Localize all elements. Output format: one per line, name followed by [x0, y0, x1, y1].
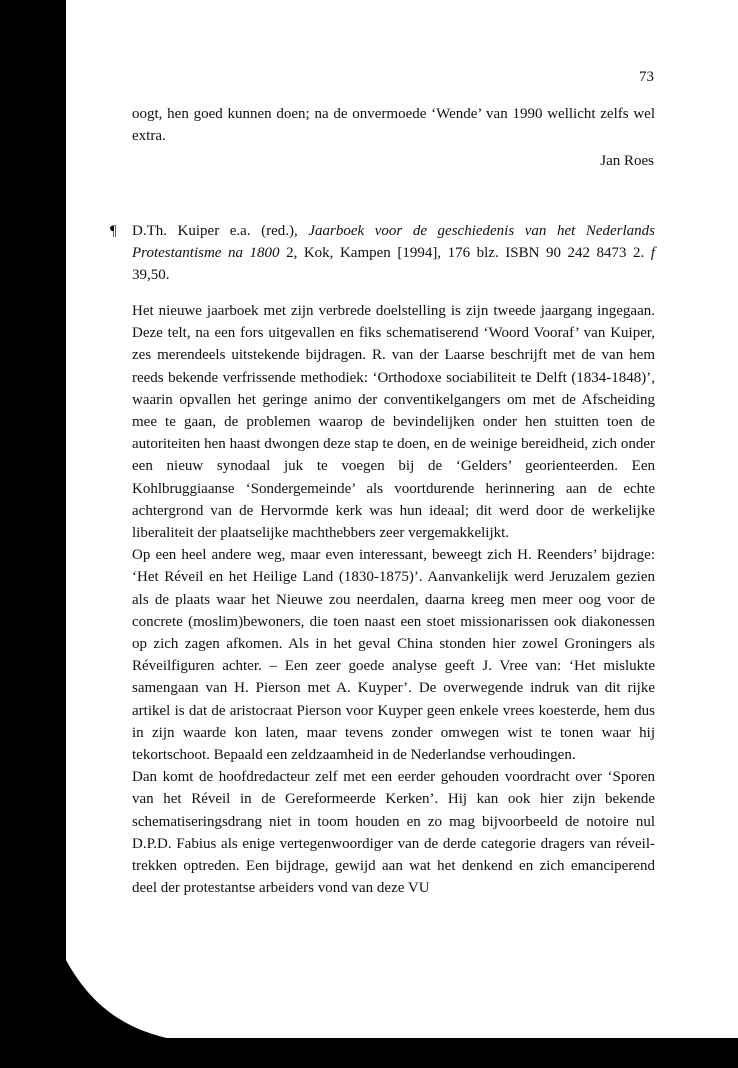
scan-edge-left: [0, 0, 66, 1068]
review-bibliographic-entry: [110, 220, 656, 287]
review-paragraph: Op een heel andere weg, maar even interessant, beweegt zich H. Reenders’ bijdrage: ‘Het Réveil en het Heilige Land (1830-1875)’. Aanvankelijk werd Jeruzalem gezien als de plaats waar het Nieuwe zou neerdalen, daarna kreeg men meer oog voor de concrete (moslim)bewoners, die toen naast een stoet missionarissen ook diakonessen op zich zagen afkomen. Als in het geval China stonden hier zowel Groningers als Réveilfiguren achter. – Een zeer goede analyse geeft J. Vree van: ‘Het mislukte samengaan van H. Pierson met A. Kuyper’. De overwegende indruk van dit rijke artikel is dat de aristocraat Pierson voor Kuyper geen enkele vrees koesterde, hem dus in zijn waarde kon laten, maar tevens zonder omwegen wist te tonen waar hij tekortschoot. Bepaald een zeldzaamheid in de Nederlandse verhoudingen.: [132, 547, 655, 764]
review-editor: D.Th. Kuiper e.a. (red.),: [132, 223, 298, 239]
previous-review-closing-paragraph: oogt, hen goed kunnen doen; na de onvermoede ‘Wende’ van 1990 wellicht zelfs wel extra.: [132, 106, 655, 145]
review-book-title: Jaarboek voor de geschiedenis van het Nederlands Protestantisme na 1800: [132, 223, 656, 262]
review-price-symbol: f: [650, 245, 656, 262]
review-body: [132, 300, 655, 899]
review-paragraph: Het nieuwe jaarboek met zijn verbrede doelstelling is zijn tweede jaargang ingegaan. Deze telt, na een fors uitgevallen en fiks schematiserend ‘Woord Vooraf’ van Kuiper, zes merendeels uitstekende bijdragen. R. van der Laarse beschrijft met de van hem reeds bekende verfrissende methodiek: ‘Orthodoxe sociabiliteit te Delft (1834-1848)’, waarin opvallen het geringe animo der conventikelgangers om met de Afscheiding mee te gaan, de problemen waarop de bevindelijken onder hen stuitten toen de autoriteiten hen haast dwongen deze stap te doen, en de weinige bereidheid, zich onder een nieuw synodaal juk te voegen bij de ‘Gelders’ georienteerden. Een Kohlbruggiaanse ‘Sondergemeinde’ als voortdurende herinnering aan de echte achtergrond van de Hervormde kerk was hun ideaal; dit werd door de werkelijke liberaliteit der plaatselijke machthebbers zeer vergemakkelijkt.: [132, 303, 655, 542]
review-price: 39,50.: [132, 267, 170, 284]
review-publication-details: 2, Kok, Kampen [1994], 176 blz. ISBN 90 242 8473 2.: [286, 245, 645, 262]
pilcrow-icon: ¶: [110, 223, 117, 239]
scan-page-curl-shadow: [66, 960, 176, 1040]
scan-edge-bottom: [66, 1038, 738, 1068]
review-paragraph: Dan komt de hoofdredacteur zelf met een eerder gehouden voordracht over ‘Sporen van het Réveil in de Gereformeerde Kerken’. Hij kan ook hier zijn bekende schematiseringsdrang niet in toom houden en zo mag bijvoorbeeld de notoire nul D.P.D. Fabius als enige vertegenwoordiger van de derde categorie dragers van réveil-trekken optreden. Een bijdrage, gewijd aan wat het denkend en zich emanciperend deel der protestantse arbeiders vond van deze VU: [132, 769, 655, 897]
previous-review-author: Jan Roes: [600, 153, 654, 169]
page-number: 73: [639, 69, 654, 85]
